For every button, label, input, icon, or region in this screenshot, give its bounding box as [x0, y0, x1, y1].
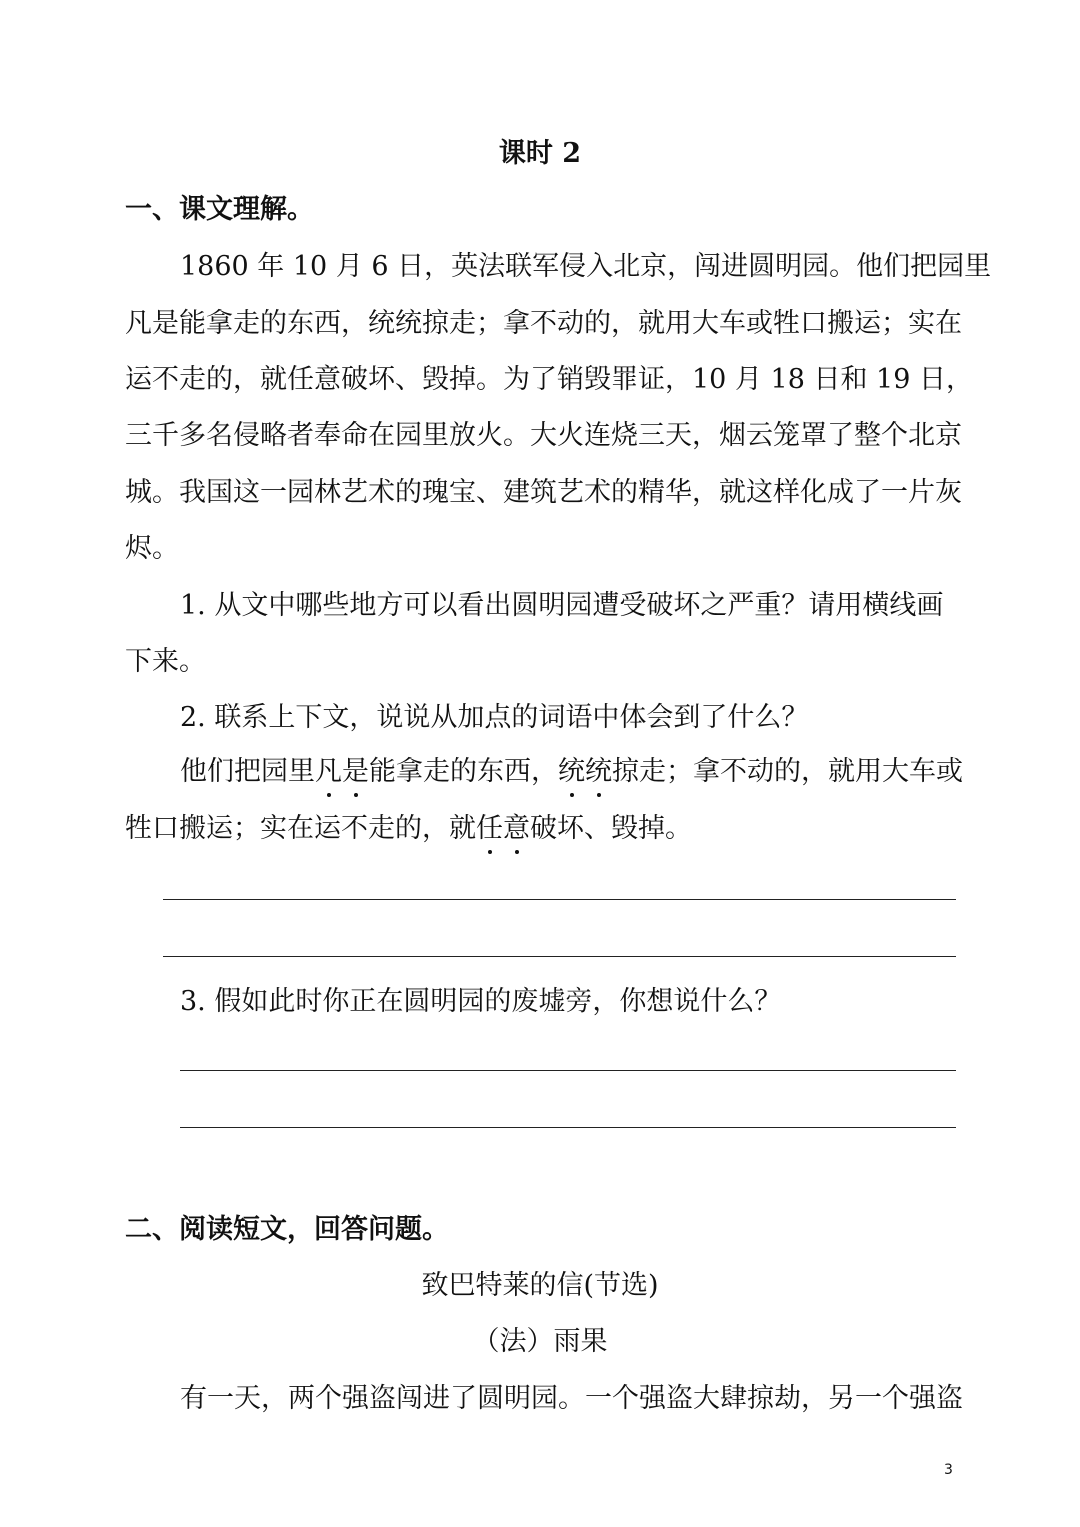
answer-line[interactable] [180, 1127, 956, 1128]
question-2: 2. 联系上下文，说说从加点的词语中体会到了什么？ [180, 702, 809, 733]
sentence-text: 牲口搬运；实在运不走的，就 [125, 813, 476, 844]
dotted-character: 是 [342, 756, 369, 787]
question-1: 1. 从文中哪些地方可以看出圆明园遭受破坏之严重？请用横线画 [180, 590, 944, 621]
question-3: 3. 假如此时你正在圆明园的废墟旁，你想说什么？ [180, 986, 782, 1017]
sentence-text: 他们把园里 [180, 756, 315, 787]
sentence-text: 掠走；拿不动的，就用大车或 [612, 756, 963, 787]
passage-line: 城。我国这一园林艺术的瑰宝、建筑艺术的精华，就这样化成了一片灰 [125, 477, 962, 508]
question-2-sentence-line1 [180, 758, 963, 785]
section2-heading: 二、阅读短文，回答问题。 [125, 1214, 449, 1245]
passage-line: 三千多名侵略者奉命在园里放火。大火连烧三天，烟云笼罩了整个北京 [125, 420, 962, 451]
answer-line[interactable] [180, 1070, 956, 1071]
answer-line[interactable] [163, 956, 956, 957]
section1-heading: 一、课文理解。 [125, 194, 314, 225]
article-title: 致巴特莱的信(节选) [421, 1270, 659, 1301]
dotted-character: 统 [558, 756, 585, 787]
dotted-character: 意 [503, 813, 530, 844]
sentence-text: 能拿走的东西， [369, 756, 558, 787]
question-1-cont: 下来。 [125, 646, 206, 677]
article-first-line: 有一天，两个强盗闯进了圆明园。一个强盗大肆掠劫，另一个强盗 [180, 1383, 963, 1414]
question-2-sentence-line2 [125, 815, 692, 842]
dotted-character: 统 [585, 756, 612, 787]
answer-line[interactable] [163, 899, 956, 900]
dotted-character: 任 [476, 813, 503, 844]
article-author: （法）雨果 [472, 1326, 608, 1357]
page-number: 3 [944, 1462, 953, 1478]
dotted-character: 凡 [315, 756, 342, 787]
passage-line: 凡是能拿走的东西，统统掠走；拿不动的，就用大车或牲口搬运；实在 [125, 308, 962, 339]
sentence-text: 破坏、毁掉。 [530, 813, 692, 844]
passage-line: 烬。 [125, 533, 179, 564]
lesson-title: 课时 2 [498, 138, 582, 169]
passage-line: 1860 年 10 月 6 日，英法联军侵入北京，闯进圆明园。他们把园里 [180, 251, 992, 282]
passage-line: 运不走的，就任意破坏、毁掉。为了销毁罪证，10 月 18 日和 19 日， [125, 364, 973, 395]
